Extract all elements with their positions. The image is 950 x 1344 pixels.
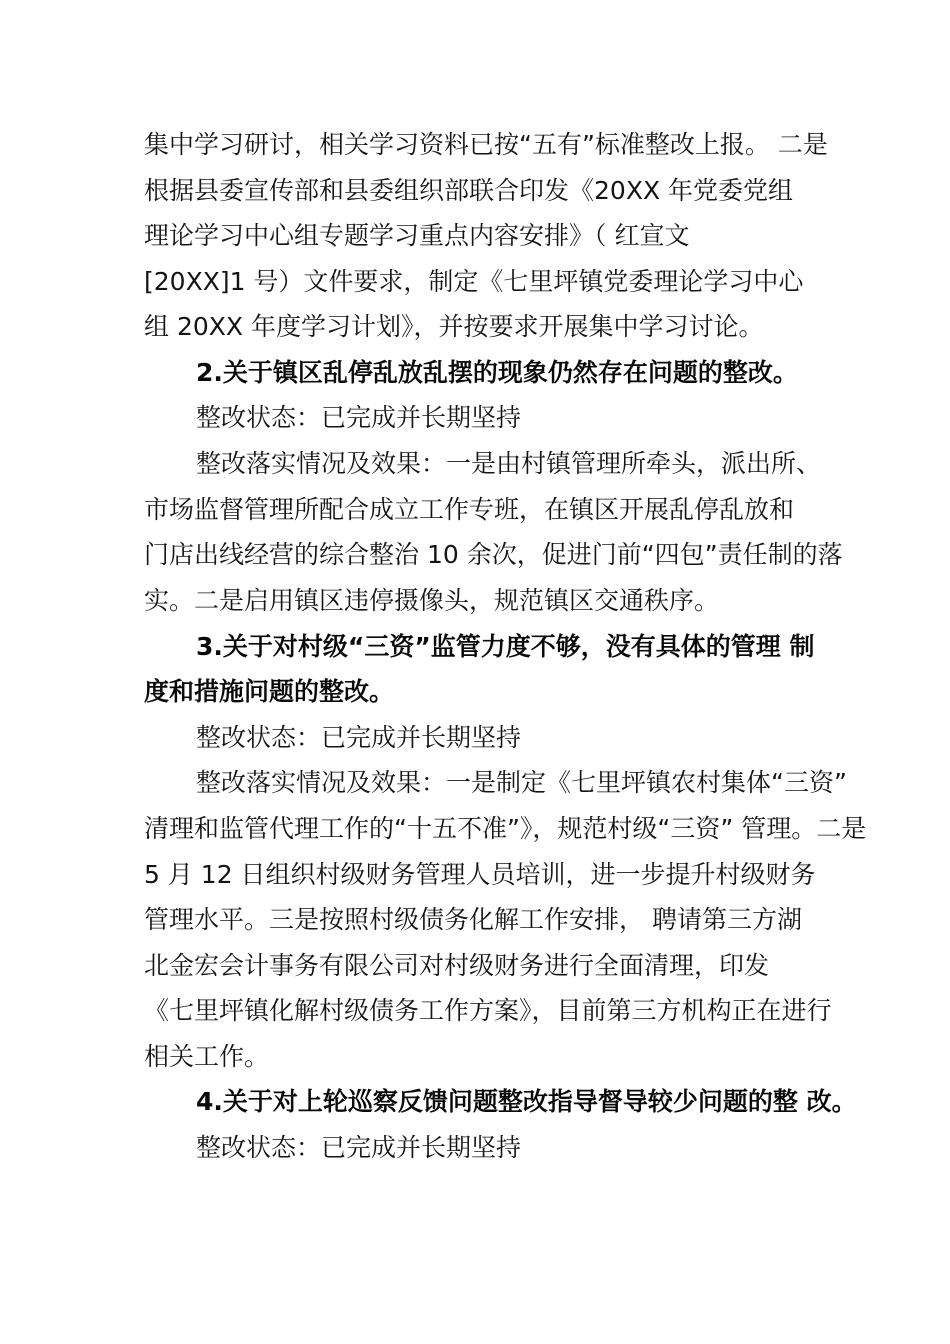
body-text-line: 门店出线经营的综合整治 10 余次，促进门前“四包”责任制的落	[144, 540, 843, 569]
section-heading-2: 2.关于镇区乱停乱放乱摆的现象仍然存在问题的整改。	[196, 358, 798, 387]
status-line: 整改状态：已完成并长期坚持	[196, 1133, 522, 1162]
body-text-line: [20XX]1 号）文件要求，制定《七里坪镇党委理论学习中心	[144, 267, 804, 296]
body-text-line: 根据县委宣传部和县委组织部联合印发《20XX 年党委党组	[144, 176, 794, 205]
body-text-line: 清理和监管代理工作的“十五不准”》，规范村级“三资” 管理。二是	[144, 814, 867, 843]
body-text-line: 管理水平。三是按照村级债务化解工作安排， 聘请第三方湖	[144, 905, 802, 934]
section-heading-4: 4.关于对上轮巡察反馈问题整改指导督导较少问题的整 改。	[196, 1087, 857, 1116]
body-text-line: 整改落实情况及效果：一是由村镇管理所牵头，派出所、	[196, 449, 822, 478]
body-text-line: 相关工作。	[144, 1042, 270, 1071]
body-text-line: 理论学习中心组专题学习重点内容安排》（ 红宣文	[144, 221, 690, 250]
body-text-line: 市场监督管理所配合成立工作专班，在镇区开展乱停乱放和	[144, 495, 795, 524]
section-heading-3: 3.关于对村级“三资”监管力度不够，没有具体的管理 制	[196, 632, 815, 661]
body-text-line: 整改落实情况及效果：一是制定《七里坪镇农村集体“三资”	[196, 768, 847, 797]
section-heading-3-cont: 度和措施问题的整改。	[144, 677, 395, 706]
body-text-line: 实。二是启用镇区违停摄像头，规范镇区交通秩序。	[144, 586, 720, 615]
status-line: 整改状态：已完成并长期坚持	[196, 723, 522, 752]
body-text-line: 北金宏会计事务有限公司对村级财务进行全面清理，印发	[144, 951, 770, 980]
body-text-line: 5 月 12 日组织村级财务管理人员培训，进一步提升村级财务	[144, 860, 816, 889]
body-text-line: 集中学习研讨，相关学习资料已按“五有”标准整改上报。 二是	[144, 130, 828, 159]
status-line: 整改状态：已完成并长期坚持	[196, 403, 522, 432]
body-text-line: 组 20XX 年度学习计划》，并按要求开展集中学习讨论。	[144, 312, 764, 341]
body-text-line: 《七里坪镇化解村级债务工作方案》，目前第三方机构正在进行	[144, 996, 832, 1025]
